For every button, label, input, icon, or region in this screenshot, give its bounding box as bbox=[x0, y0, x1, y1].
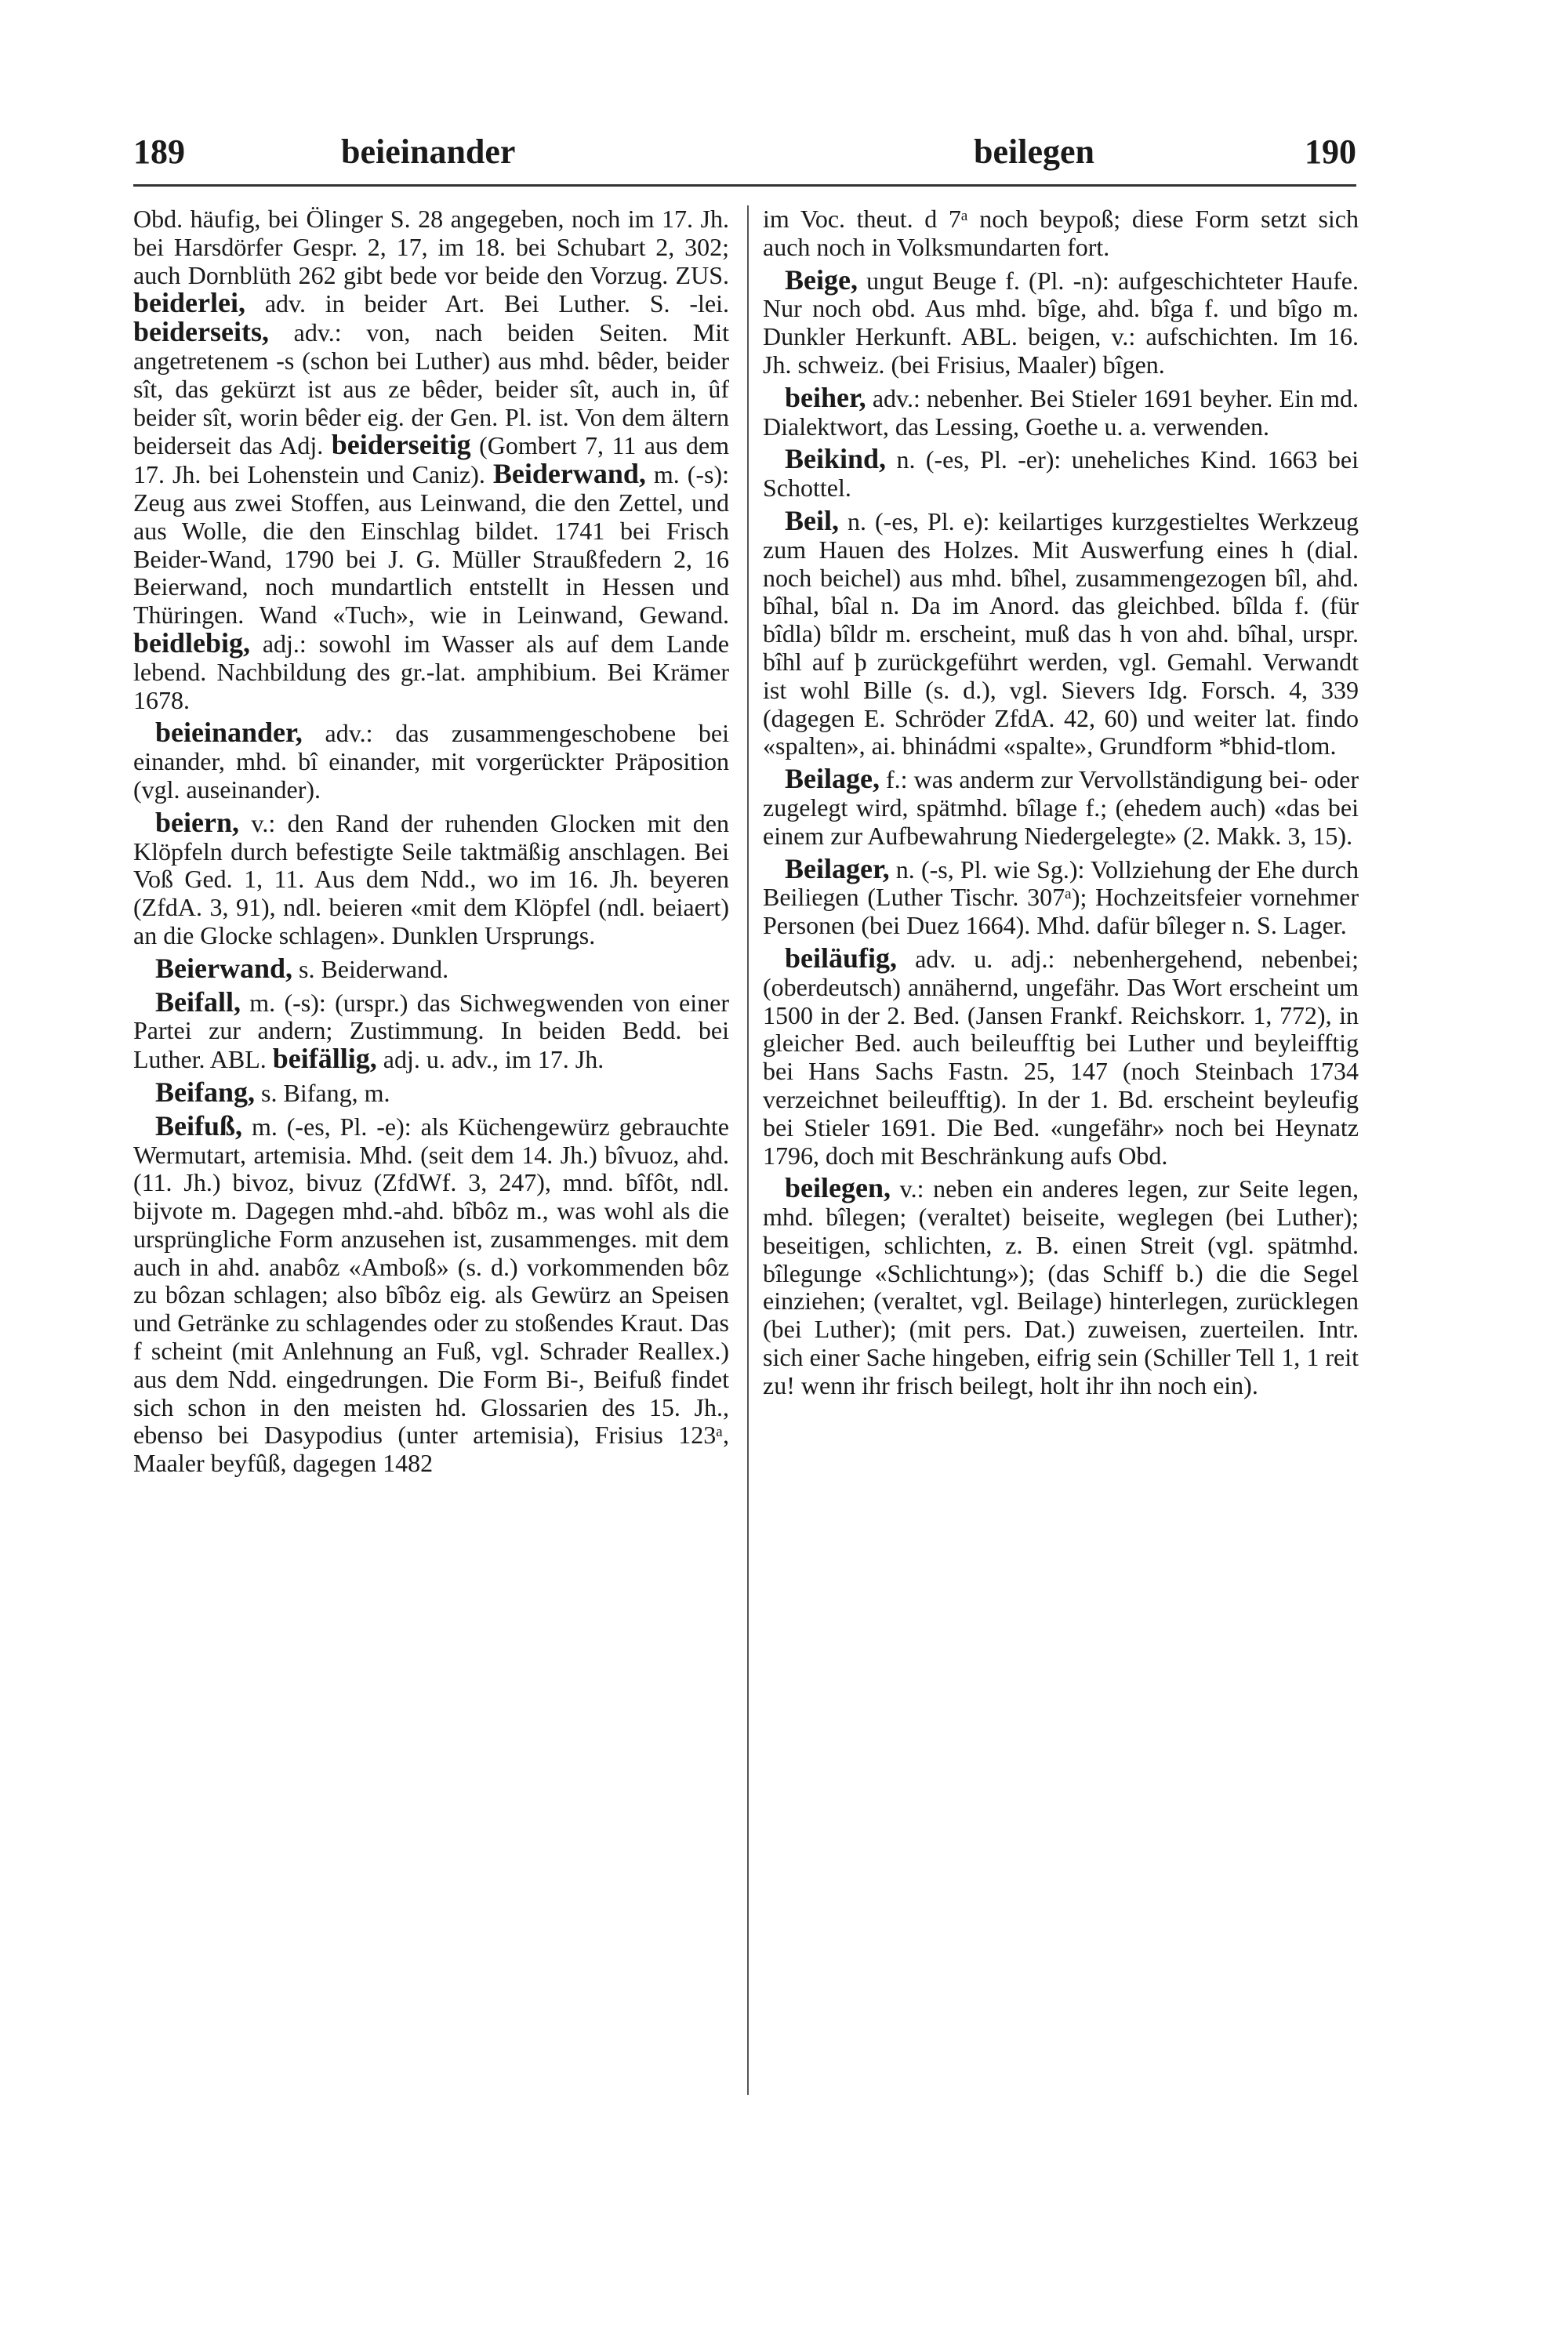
running-head-left: beieinander bbox=[341, 132, 516, 171]
entry-headword: beiderlei, bbox=[133, 287, 245, 319]
entry-headword: beidlebig, bbox=[133, 626, 251, 659]
entry-text: m. (-es, Pl. -e): als Küchengewürz gebrauchte Wermutart, artemisia. Mhd. (seit dem 14. Jh.) bîvuoz, ahd. (11. Jh.) bivoz, bivuz (ZfdWf. 3, 247), mnd. bîfôt, ndl. bijvote m. Dagegen mhd.-ahd. bîbôz m., was wohl als die ursprüngliche Form anzusehen ist, zusammenges. mit dem auch in ahd. anabôz «Amboß» (s. d.) vorkommenden bôz zu bôzan schlagen; also bîbôz eig. als Gewürz an Speisen und Getränke zu schlagendes oder zu stoßendes Kraut. Das f scheint (mit Anlehnung an Fuß, vgl. Schrader Reallex.) aus dem Ndd. eingedrungen. Die Form Bi-, Beifuß findet sich schon in den meisten hd. Glossarien des 15. Jh., ebenso bei Dasypodius (unter artemisia), Frisius 123ᵃ, Maaler beyfûß, dagegen 1482 bbox=[133, 1112, 729, 1478]
dictionary-entry bbox=[763, 765, 1359, 850]
running-head-right: beilegen bbox=[974, 132, 1094, 171]
dictionary-entry bbox=[133, 806, 729, 950]
dictionary-entry bbox=[133, 1076, 729, 1108]
entry-text: m. (-s): (urspr.) das Sichwegwenden von einer Partei zur andern; Zustimmung. In beiden Bedd. bei Luther. ABL. bbox=[133, 988, 729, 1074]
dictionary-entry bbox=[763, 445, 1359, 503]
entry-text: (Gombert 7, 11 aus dem 17. Jh. bei Lohenstein und Caniz). bbox=[133, 431, 730, 489]
entry-headword: beifällig, bbox=[272, 1043, 377, 1075]
dictionary-entry bbox=[763, 504, 1359, 760]
entry-headword: beiher, bbox=[785, 381, 866, 413]
left-column bbox=[133, 205, 729, 1483]
entry-text: adv. in beider Art. Bei Luther. S. -lei. bbox=[245, 289, 729, 318]
entry-text: adv. u. adj.: nebenhergehend, nebenbei; (oberdeutsch) annähernd, ungefähr. Das Wort erscheint um 1500 in der 2. Bed. (Jansen Frankf. Reichskorr. 1, 772), in gleicher Bed. auch beileufftig bei Luther und beyleifftig bei Hans Sachs Fastn. 25, 147 (noch Steinbach 1734 verzeichnet beileufftig). In der 1. Bd. erscheint beyleufig bei Stieler 1691. Die Bed. «ungefähr» noch bei Heynatz 1796, doch mit Beschränkung aufs Obd. bbox=[763, 944, 1359, 1170]
entry-headword: Beifuß, bbox=[155, 1109, 243, 1142]
entry-text: v.: neben ein anderes legen, zur Seite legen, mhd. bîlegen; (veraltet) beiseite, weglegen (bei Luther); beseitigen, schlichten, z. B. einen Streit (vgl. spätmhd. bîlegunge «Schlichtung»); (das Schiff b.) die die Segel einziehen; (veraltet, vgl. Beilage) hinterlegen, zurücklegen (bei Luther); (mit pers. Dat.) zuweisen, zuerteilen. Intr. sich einer Sache hingeben, eifrig sein (Schiller Tell 1, 1 reit zu! wenn ihr frisch beilegt, holt ihr ihn noch ein). bbox=[763, 1174, 1359, 1399]
entry-headword: Beikind, bbox=[785, 443, 887, 475]
column-divider bbox=[747, 205, 749, 2095]
entry-headword: Beiderwand, bbox=[492, 458, 646, 490]
entry-headword: Beierwand, bbox=[155, 952, 292, 984]
page-number-left: 189 bbox=[133, 132, 185, 171]
entry-headword: beiläufig, bbox=[785, 942, 898, 974]
header-rule bbox=[133, 184, 1356, 187]
dictionary-entry bbox=[133, 205, 729, 714]
page-header bbox=[133, 132, 1356, 179]
entry-text: adj. u. adv., im 17. Jh. bbox=[376, 1045, 604, 1074]
dictionary-entry bbox=[763, 852, 1359, 940]
entry-text: adv.: das zusammengeschobene bei einander, mhd. bî einander, mit vorgerückter Präposition (vgl. auseinander). bbox=[133, 719, 729, 804]
entry-text: Obd. häufig, bei Ölinger S. 28 angegeben, noch im 17. Jh. bei Harsdörfer Gespr. 2, 17, im 18. bei Schubart 2, 302; auch Dornblüth 262 gibt bede vor beide den Vorzug. ZUS. bbox=[133, 205, 729, 289]
dictionary-entry bbox=[763, 205, 1359, 262]
dictionary-entry bbox=[133, 952, 729, 984]
entry-headword: beiderseitig bbox=[331, 429, 471, 461]
entry-headword: Beifall, bbox=[155, 985, 241, 1018]
dictionary-entry bbox=[763, 942, 1359, 1170]
page-number-right: 190 bbox=[1305, 132, 1356, 171]
dictionary-entry bbox=[133, 1109, 729, 1478]
entry-headword: beilegen, bbox=[785, 1172, 891, 1204]
entry-headword: Beil, bbox=[785, 504, 839, 536]
entry-text: s. Bifang, m. bbox=[255, 1078, 390, 1107]
entry-text: f.: was anderm zur Vervollständigung bei- oder zugelegt wird, spätmhd. bîlage f.; (ehedem auch) «das bei einem zur Aufbewahrung Niedergelegte» (2. Makk. 3, 15). bbox=[763, 765, 1359, 850]
entry-text: m. (-s): Zeug aus zwei Stoffen, aus Leinwand, die den Zettel, und aus Wolle, die den Einschlag bildet. 1741 bei Frisch Beider-Wand, 1790 bei J. G. Müller Straußfedern 2, 16 Beierwand, noch mundartlich entstellt in Hessen und Thüringen. Wand «Tuch», wie in Leinwand, Gewand. bbox=[133, 460, 729, 630]
dictionary-entry bbox=[133, 985, 729, 1075]
dictionary-entry bbox=[133, 719, 729, 804]
entry-text: s. Beiderwand. bbox=[292, 954, 449, 983]
entry-text: im Voc. theut. d 7ᵃ noch beypoß; diese Form setzt sich auch noch in Volksmundarten fort. bbox=[763, 205, 1359, 261]
right-column bbox=[763, 205, 1359, 1405]
entry-headword: Beifang, bbox=[155, 1076, 256, 1108]
entry-headword: beieinander, bbox=[155, 717, 303, 749]
dictionary-entry bbox=[763, 381, 1359, 441]
entry-headword: Beilager, bbox=[785, 852, 890, 884]
entry-headword: Beilage, bbox=[785, 763, 880, 795]
entry-text: ungut Beuge f. (Pl. -n): aufgeschichteter Haufe. Nur noch obd. Aus mhd. bîge, ahd. bîga f. und bîgo m. Dunkler Herkunft. ABL. beigen, v.: aufschichten. Im 16. Jh. schweiz. (bei Frisius, Maaler) bîgen. bbox=[763, 266, 1359, 379]
entry-text: n. (-es, Pl. e): keilartiges kurzgestieltes Werkzeug zum Hauen des Holzes. Mit Auswerfung eines h (dial. noch beichel) aus mhd. bîhel, zusammengezogen bîl, ahd. bîhal, bîal n. Da im Anord. das gleichbed. bîlda f. (für bîdla) bîldr m. erscheint, muß das h von ahd. bîhal, urspr. bîhl auf þ zurückgeführt werden, vgl. Gemahl. Verwandt ist wohl Bille (s. d.), vgl. Sievers Idg. Forsch. 4, 339 (dagegen E. Schröder ZfdA. 42, 60) und weiter lat. findo «spalten», ai. bhinádmi «spalte», Grundform *bhid-tlom. bbox=[763, 506, 1359, 760]
entry-text: adv.: nebenher. Bei Stieler 1691 beyher. Ein md. Dialektwort, das Lessing, Goethe u. a. verwenden. bbox=[763, 383, 1359, 441]
entry-text: n. (-es, Pl. -er): uneheliches Kind. 1663 bei Schottel. bbox=[763, 445, 1359, 503]
entry-text: adv.: von, nach beiden Seiten. Mit angetretenem -s (schon bei Luther) aus mhd. bêder, beider sît, das gekürzt ist aus ze bêder, beider sît, auch in, ûf beider sît, worin bêder eig. der Gen. Pl. ist. Von dem ältern beiderseit das Adj. bbox=[133, 318, 729, 460]
dictionary-entry bbox=[763, 263, 1359, 379]
entry-text: v.: den Rand der ruhenden Glocken mit den Klöpfeln durch befestigte Seile taktmäßig anschlagen. Bei Voß Ged. 1, 11. Aus dem Ndd., wo im 16. Jh. beyeren (ZfdA. 3, 91), ndl. beieren «mit dem Klöpfel (ndl. beiaert) an die Glocke schlagen». Dunklen Ursprungs. bbox=[133, 808, 729, 949]
entry-headword: Beige, bbox=[785, 263, 858, 296]
entry-text: adj.: sowohl im Wasser als auf dem Lande lebend. Nachbildung des gr.-lat. amphibium. Bei Krämer 1678. bbox=[133, 629, 729, 714]
entry-text: n. (-s, Pl. wie Sg.): Vollziehung der Ehe durch Beiliegen (Luther Tischr. 307ᵃ); Hochzeitsfeier vornehmer Personen (bei Duez 1664). Mhd. dafür bîleger n. S. Lager. bbox=[763, 855, 1359, 940]
entry-headword: beiderseits, bbox=[133, 316, 269, 348]
entry-headword: beiern, bbox=[155, 806, 239, 838]
dictionary-entry bbox=[763, 1174, 1359, 1399]
